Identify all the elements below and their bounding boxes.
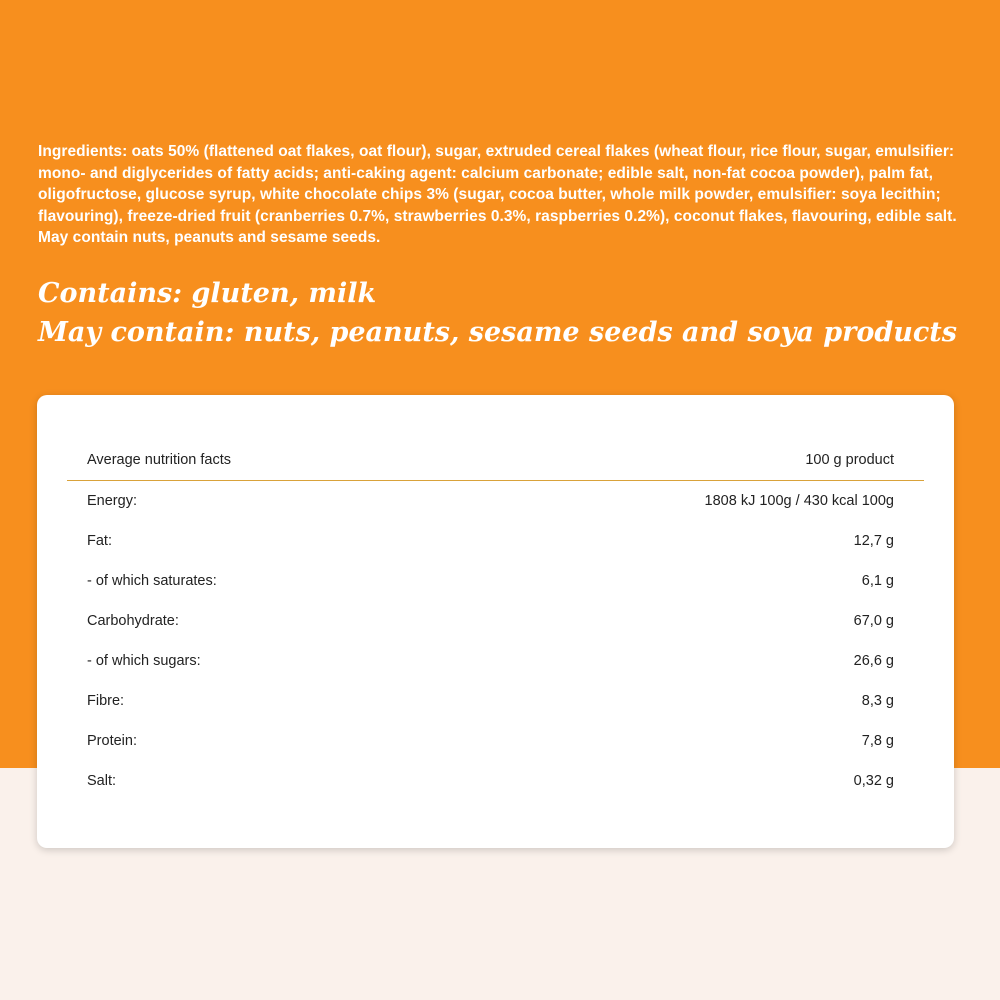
row-value: 8,3 g xyxy=(861,693,894,709)
header-label: Average nutrition facts xyxy=(87,452,232,468)
nutrition-row-sugars xyxy=(67,641,924,681)
row-label: Energy: xyxy=(87,493,137,509)
nutrition-table-header xyxy=(67,441,924,481)
nutrition-row-protein xyxy=(67,721,924,761)
row-label: Fibre: xyxy=(87,693,125,709)
allergen-info xyxy=(38,274,968,352)
nutrition-row-saturates xyxy=(67,561,924,601)
nutrition-row-salt xyxy=(67,761,924,801)
row-label: Salt: xyxy=(87,773,117,789)
row-value: 0,32 g xyxy=(853,773,894,789)
nutrition-row-energy xyxy=(67,481,924,521)
row-label: Protein: xyxy=(87,733,137,749)
nutrition-row-fat xyxy=(67,521,924,561)
nutrition-table xyxy=(67,441,924,801)
row-value: 1808 kJ 100g / 430 kcal 100g xyxy=(704,493,894,509)
row-value: 6,1 g xyxy=(861,573,894,589)
row-label: - of which saturates: xyxy=(87,573,217,589)
row-value: 12,7 g xyxy=(853,533,894,549)
ingredients-text: Ingredients: oats 50% (flattened oat flakes, oat flour), sugar, extruded cereal flakes (wheat flour, rice flour, sugar, emulsifier: mono- and diglycerides of fatty acids; anti-caking agent: calcium carbonate; edible salt, non-fat cocoa powder), palm fat, oligofructose, glucose syrup, white chocolate chips 3% (sugar, cocoa butter, whole milk powder, emulsifier: soya lecithin; flavouring), freeze-dried fruit (cranberries 0.7%, strawberries 0.3%, raspberries 0.2%), coconut flakes, flavouring, edible salt. May contain nuts, peanuts and sesame seeds. xyxy=(38,143,957,246)
header-value: 100 g product xyxy=(805,452,894,468)
nutrition-row-fibre xyxy=(67,681,924,721)
row-label: Fat: xyxy=(87,533,112,549)
nutrition-row-carbohydrate xyxy=(67,601,924,641)
row-label: - of which sugars: xyxy=(87,653,201,669)
row-value: 67,0 g xyxy=(853,613,894,629)
may-contain-allergens: May contain: nuts, peanuts, sesame seeds and soya products xyxy=(38,317,957,348)
row-label: Carbohydrate: xyxy=(87,613,179,629)
contains-allergens: Contains: gluten, milk xyxy=(38,278,377,309)
row-value: 26,6 g xyxy=(853,653,894,669)
nutrition-card xyxy=(37,395,954,848)
row-value: 7,8 g xyxy=(861,733,894,749)
